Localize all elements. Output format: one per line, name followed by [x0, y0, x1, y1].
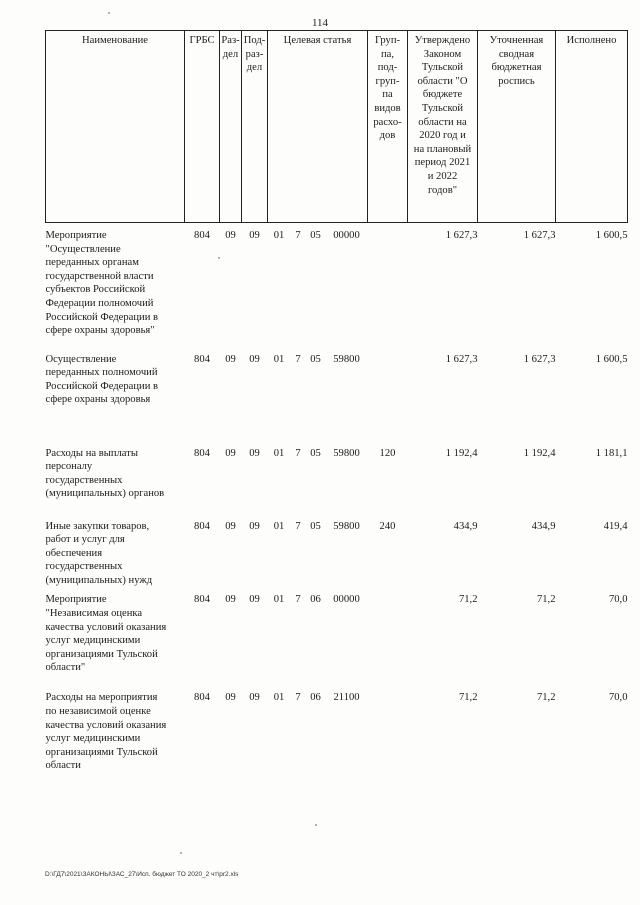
row-executed: 1 181,1 [595, 447, 628, 459]
row-podrazdel: 09 [249, 353, 260, 365]
row-target-type: 7 [295, 447, 301, 459]
header-approved-label: Утверждено Законом Тульской области "О бюджете Тульской области на 2020 год и на плановый период 2021 и 2022 годов" [413, 35, 472, 196]
row-expense-group: 240 [379, 520, 396, 532]
row-target-program: 01 [273, 520, 285, 532]
row-approved: 71,2 [458, 594, 478, 606]
header-approved [408, 31, 478, 223]
row-name: Осуществление переданных полномочий Российской Федерации в сфере охраны здоровья [45, 353, 159, 406]
table-row [46, 587, 628, 685]
table-row [46, 685, 628, 795]
row-grbs: 804 [194, 230, 210, 241]
row-razdel: 09 [225, 353, 236, 365]
row-name: Мероприятие "Независимая оценка качества условий оказания услуг медицинскими организациями Тульской области" [45, 594, 167, 674]
row-razdel: 09 [225, 692, 236, 704]
row-target-type: 7 [295, 353, 301, 365]
row-name: Расходы на мероприятия по независимой оценке качества условий оказания услуг медицинскими организациями Тульской области [45, 692, 167, 772]
row-grbs: 804 [194, 447, 210, 459]
row-target-subprogram: 05 [310, 447, 321, 459]
row-expense-group: 120 [379, 447, 396, 459]
header-grbs-label: ГРБС [189, 35, 215, 46]
row-target-subprogram: 05 [310, 353, 321, 365]
page-number: 114 [311, 17, 329, 29]
row-target-subprogram: 06 [310, 692, 321, 704]
row-target-program: 01 [273, 692, 285, 704]
row-refined: 434,9 [531, 520, 556, 532]
row-razdel: 09 [225, 520, 236, 532]
row-target-type: 7 [295, 230, 301, 241]
row-executed: 1 600,5 [595, 353, 628, 365]
header-executed-label: Исполнено [566, 35, 617, 46]
scan-speck [315, 824, 317, 826]
row-target-direction: 00000 [333, 230, 360, 241]
header-refined-label: Уточненная сводная бюджетная роспись [489, 35, 544, 87]
row-name: Мероприятие "Осуществление переданных органам государственной власти субъектов Российской Федерации полномочий Российской Федерации в сфере охраны здоровья" [45, 230, 159, 337]
row-grbs: 804 [194, 594, 210, 606]
row-grbs: 804 [194, 520, 210, 532]
row-target-direction: 00000 [333, 594, 360, 606]
row-executed: 70,0 [608, 692, 628, 704]
row-target-subprogram: 05 [310, 230, 321, 241]
row-target-program: 01 [273, 353, 285, 365]
row-target-direction: 59800 [333, 353, 360, 365]
row-target-program: 01 [273, 594, 285, 606]
table-row [46, 223, 628, 347]
header-grbs [185, 31, 220, 223]
row-grbs: 804 [194, 692, 210, 704]
header-razdel [220, 31, 242, 223]
header-name-label: Наименование [82, 35, 148, 46]
row-razdel: 09 [225, 594, 236, 606]
table-row [46, 441, 628, 514]
header-expense-group [368, 31, 408, 223]
row-target-subprogram: 06 [310, 594, 321, 606]
row-refined: 1 627,3 [523, 230, 556, 241]
row-refined: 1 627,3 [523, 353, 556, 365]
row-target-program: 01 [273, 230, 285, 241]
row-podrazdel: 09 [249, 594, 260, 606]
row-target-type: 7 [295, 520, 301, 532]
header-executed [556, 31, 628, 223]
table-body [46, 223, 628, 796]
table-row [46, 347, 628, 441]
row-target-direction: 21100 [333, 692, 360, 704]
row-podrazdel: 09 [249, 692, 260, 704]
row-target-direction: 59800 [333, 520, 360, 532]
row-approved: 1 627,3 [445, 230, 478, 241]
table-row [46, 514, 628, 588]
row-refined: 71,2 [536, 692, 556, 704]
header-razdel-label: Раз- дел [221, 35, 240, 60]
row-podrazdel: 09 [249, 520, 260, 532]
row-executed: 1 600,5 [595, 230, 628, 241]
scan-speck [108, 12, 110, 14]
row-approved: 1 627,3 [445, 353, 478, 365]
row-expense-group [368, 587, 408, 685]
header-target-label: Целевая статья [283, 35, 352, 46]
row-target-program: 01 [273, 447, 285, 459]
scan-speck [218, 257, 220, 259]
row-refined: 71,2 [536, 594, 556, 606]
row-razdel: 09 [225, 230, 236, 241]
row-executed: 419,4 [603, 520, 628, 532]
row-target-type: 7 [295, 692, 301, 704]
header-podrazdel [242, 31, 268, 223]
row-executed: 70,0 [608, 594, 628, 606]
row-approved: 71,2 [458, 692, 478, 704]
row-target-direction: 59800 [333, 447, 360, 459]
header-target-article [268, 31, 368, 223]
row-refined: 1 192,4 [523, 447, 556, 459]
header-group-label: Груп- па, под- груп- па видов расхо- дов [373, 35, 402, 142]
row-expense-group [368, 223, 408, 347]
header-name [46, 31, 185, 223]
header-refined [478, 31, 556, 223]
header-podrazdel-label: Под- раз- дел [243, 35, 266, 74]
file-path-footer: D:\ГД7\2021\ЗАКОНЫ\ЗАС_27\Исп. бюджет ТО 2020_2 чт\pr2.xls [45, 871, 239, 878]
row-target-type: 7 [295, 594, 301, 606]
row-name: Иные закупки товаров, работ и услуг для обеспечения государственных (муниципальных) нужд [45, 520, 153, 586]
row-expense-group [368, 685, 408, 795]
table-header-row [46, 31, 628, 223]
row-podrazdel: 09 [249, 230, 260, 241]
row-podrazdel: 09 [249, 447, 260, 459]
row-approved: 434,9 [453, 520, 478, 532]
row-expense-group [368, 347, 408, 441]
row-razdel: 09 [225, 447, 236, 459]
row-approved: 1 192,4 [445, 447, 478, 459]
row-grbs: 804 [194, 353, 210, 365]
scan-speck [180, 852, 182, 854]
budget-execution-table [45, 30, 628, 795]
row-name: Расходы на выплаты персоналу государственных (муниципальных) органов [45, 447, 165, 500]
row-target-subprogram: 05 [310, 520, 321, 532]
